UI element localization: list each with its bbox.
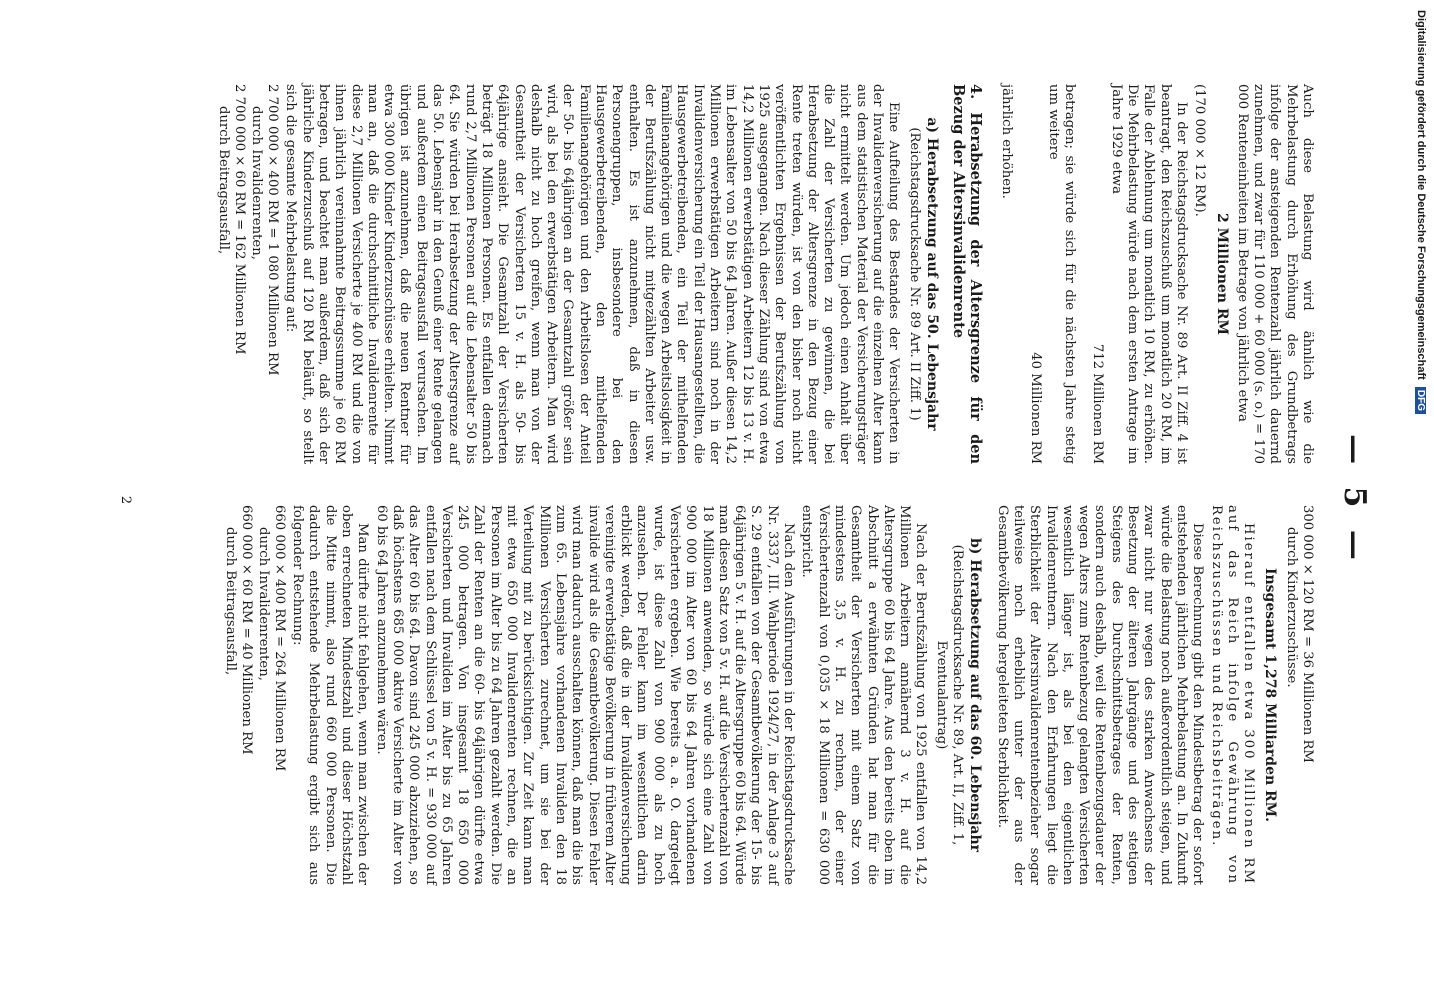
paragraph: Nach der Berufszählung von 1925 entfallen von 14,2 Millionen Arbeitern annähernd 3 v. H. auf die Altersgruppe 60 bis 64 Jahre. Aus den bereits oben im Abschnitt a erwähnten Gründen hat man für die Gesamtheit der Versicherten mit einem Satz von mindestens 3,5 v. H. zu rechnen, der einer Versichertenzahl von 0,035 × 18 Millionen = 630 000 entspricht. <box>799 505 929 885</box>
calculation-note: (170 000 × 12 RM). <box>1192 84 1208 217</box>
equation-caption: durch Kinderzuschüsse. <box>1283 527 1299 688</box>
paragraph: Nach den Ausführungen in der Reichstagsdrucksache Nr. 3337, III. Wahlperiode 1924/27, in der Anlage 3 auf S. 29 entfallen von der Gesamtbevölkerung der 15- bis 64jährigen 5 v. H. auf die Altersgruppe 60 bis 64. Würde man diesen Satz von 5 v. H. auf die Versichertenzahl von 18 Millionen anwenden, so würde sich eine Zahl von 900 000 im Alter von 60 bis 64 Jahren vorhandenen Versicherten ergeben. Wie bereits a. a. O. dargelegt wurde, ist diese Zahl von 900 000 als zu hoch anzusehen. Der Fehler kann im wesentlichen darin erblickt werden, daß die in der Invalidenversicherung vereinigte erwerbstätige Bevölkerung in früherem Alter invalide wird als die Gesamtbevölkerung. Diesen Fehler wird man dadurch ausschalten können, daß man die bis zum 65. Lebensjahre vorhandenen Invaliden den 18 Millionen Versicherten zurechnet, um sie bei der Verteilung mit zu berücksichtigen. Zur Zeit kann man mit etwa 650 000 Invalidenrenten rechnen, die an Personen im Alter bis zu 64 Jahren gezahlt werden. Die Zahl der Renten an die 60- bis 64jährigen dürfte etwa 245 000 betragen. Von insgesamt 18 650 000 Versicherten und Invaliden im Alter bis zu 65 Jahren entfallen nach dem Schlüssel von 5 v. H. = 930 000 auf das Alter 60 bis 64. Davon sind 245 000 abzuziehen, so daß höchstens 685 000 aktive Versicherte im Alter von 60 bis 64 Jahren anzunehmen wären. <box>373 505 797 885</box>
sum-amount: 2 Millionen RM <box>1213 213 1230 335</box>
equation-line: 2 700 000 × 60 RM = 162 Millionen RM <box>232 84 248 355</box>
amount-line: 40 Millionen RM <box>1027 352 1043 464</box>
equation-caption: durch Beitragsausfall, <box>216 106 232 255</box>
dfg-credit-text: Digitalisierung gefördert durch die Deutsche Forschungsgemeinschaft <box>1415 10 1427 380</box>
paragraph: Hierauf entfallen etwa 300 Millionen RM auf das Reich infolge Gewährung von Reichszuschüssen und Reichsbeiträgen. <box>1208 505 1257 885</box>
paragraph: jährlich erhöhen. <box>999 84 1015 199</box>
subsection-heading: b) Herabsetzung auf das 60. Lebensjahr <box>967 537 984 853</box>
amount-line: 712 Millionen RM <box>1090 343 1106 464</box>
paragraph: Man dürfte nicht fehlgehen, wenn man zwischen der oben errechneten Mindestzahl und dieser Höchstzahl die Mitte nimmt, also rund 660 000 Personen. Die dadurch entstehende Mehrbelastung ergibt sich aus folgender Rechnung: <box>290 505 371 885</box>
page-number: — 5 — <box>1337 434 1372 566</box>
paragraph: Diese Berechnung gibt den Mindestbetrag der sofort entstehenden jährlichen Mehrbelastung an. In Zukunft würde die Belastung noch außerordentlich steigen, und zwar nicht nur wegen des starken Anwachsens der Besetzung der älteren Jahrgänge und des stetigen Steigens des Durchschnittsbetrages der Renten, sondern auch deshalb, weil die Rentenbezugsdauer der wegen Alters zum Rentenbezug gelangten Versicherten wesentlich länger ist, als bei den eigentlichen Invalidenrentnern. Nach den Erfahrungen liegt die Sterblichkeit der Altersinvalidenrentenbezieher sogar teilweise noch erheblich unter der aus der Gesamtbevölkerung hergeleiteten Sterblichkeit. <box>994 505 1206 885</box>
equation-line: 300 000 × 120 RM = 36 Millionen RM <box>1300 505 1315 763</box>
equation-caption: durch Invalidenrenten, <box>248 106 264 260</box>
paragraph: In der Reichstagsdrucksache Nr. 89 Art. II Ziff. 4 ist beantragt, den Reichszuschuß um monatlich 20 RM, im Falle der Ablehnung um monatlich 10 RM, zu erhöhen. Die Mehrbelastung würde nach dem ersten Antrage im Jahre 1929 etwa <box>1108 84 1189 464</box>
equation-caption: durch Invalidenrenten, <box>255 527 271 681</box>
equation-caption: durch Beitragsausfall, <box>223 527 238 676</box>
reference-note: (Reichstagsdrucksache Nr. 89 Art. II Ziff. 1) <box>906 127 922 421</box>
paragraph: betragen; sie würde sich für die nächsten Jahre stetig um weitere <box>1045 84 1078 464</box>
subsection-heading: a) Herabsetzung auf das 50. Lebensjahr <box>923 117 940 431</box>
paragraph: Auch diese Belastung wird ähnlich wie die Mehrbelastung durch Erhöhung des Grundbetrags infolge der ansteigenden Rentenzahl jährlich dauernd zunehmen, und zwar für 110 000 + 60 000 (s. o.) = 170 000 Renteneinheiten im Betrage von jährlich etwa <box>1234 84 1315 464</box>
dfg-credit-strip <box>1410 0 1432 1000</box>
equation-line: 660 000 × 60 RM = 40 Millionen RM <box>239 505 255 755</box>
equation-line: 2 700 000 × 400 RM = 1 080 Millionen RM <box>265 84 281 376</box>
section-heading: 4. Herabsetzung der Altersgrenze für den Bezug der Altersinvalidenrente <box>949 84 984 464</box>
dfg-logo-icon: DFG <box>1415 387 1426 414</box>
total-amount: Insgesamt 1,278 Milliarden RM. <box>1262 567 1279 823</box>
left-column <box>215 84 1315 464</box>
paragraph: Eine Aufteilung des Bestandes der Versicherten in der Invalidenversicherung auf die einzelnen Alter kann aus dem statistischen Material der Versicherungsträger nicht ermittelt werden. Um jedoch einen Anhalt über die Zahl der Versicherten zu gewinnen, die bei Herabsetzung der Altersgrenze in den Bezug einer Rente treten würden, ist von den bisher noch nicht veröffentlichten Ergebnissen der Berufszählung von 1925 ausgegangen. Nach dieser Zählung sind von etwa 14,2 Millionen erwerbstätigen Arbeitern 12 bis 13 v. H. im Lebensalter von 50 bis 64 Jahren. Außer diesen 14,2 Millionen erwerbstätigen Arbeitern sind noch in der Invalidenversicherung ein Teil der Hausangestellten, die Hausgewerbetreibenden, ein Teil der mithelfenden Familienangehörigen und die wegen Arbeitslosigkeit in der Berufszählung nicht mitgezählten Arbeiter usw. enthalten. Es ist anzunehmen, daß in diesen Personengruppen, insbesondere bei den Hausgewerbetreibenden, den mithelfenden Familienangehörigen und den Arbeitslosen der Anteil der 50- bis 64jährigen an der Gesamtzahl größer sein wird, als bei den erwerbstätigen Arbeitern. Man wird deshalb nicht zu hoch greifen, wenn man von der Gesamtheit der Versicherten 15 v. H. als 50- bis 64jährige ansieht. Die Gesamtzahl der Versicherten beträgt 18 Millionen Personen. Es entfallen demnach rund 2,7 Millionen Personen auf die Lebensalter 50 bis 64. Sie würden bei Herabsetzung der Altersgrenze auf das 50. Lebensjahr in den Genuß einer Rente gelangen und außerdem einen Beitragsausfall verursachen. Im übrigen ist anzunehmen, daß die neuen Rentner für etwa 300 000 Kinder Kinderzuschüsse erhielten. Nimmt man an, daß die durchschnittliche Invalidenrente für diese 2,7 Millionen Versicherte je 400 RM und die von ihnen jährlich vereinnahmte Beitragssumme je 60 RM betragen, und beachtet man außerdem, daß sich der jährliche Kinderzuschuß auf 120 RM beläuft, so stellt sich die gesamte Mehrbelastung auf: <box>283 84 902 464</box>
equation-line: 660 000 × 400 RM = 264 Millionen RM <box>271 505 287 772</box>
reference-note: (Reichstagsdrucksache Nr. 89, Art. II, Ziff. 1, Eventualantrag) <box>933 544 966 846</box>
right-column <box>222 505 1315 885</box>
footer-page-number: 2 <box>118 495 133 505</box>
